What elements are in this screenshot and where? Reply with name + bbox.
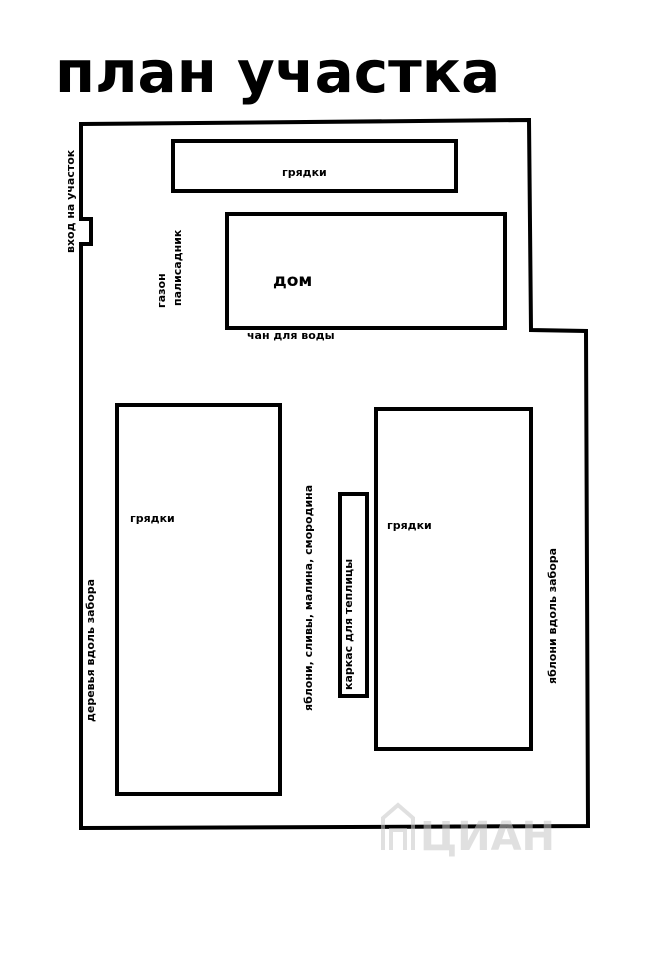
beds-right (376, 409, 531, 749)
front-garden-label: палисадник (171, 229, 184, 306)
beds-right-label: грядки (387, 519, 432, 532)
watermark (383, 805, 555, 860)
beds-left-label: грядки (130, 512, 175, 525)
lawn-label: газон (155, 273, 168, 308)
water-tank-label: чан для воды (247, 329, 335, 342)
plot-boundary (81, 120, 588, 828)
page-title: план участка (55, 38, 501, 106)
house-label: дом (273, 271, 313, 291)
beds-top-label: грядки (282, 166, 327, 179)
house (227, 214, 505, 328)
trees-along-fence-label: деревья вдоль забора (84, 578, 97, 722)
entrance-label: вход на участок (64, 149, 77, 253)
beds-left (117, 405, 280, 794)
fruit-trees-label: яблони, сливы, малина, смородина (302, 484, 315, 711)
apples-along-fence-label: яблони вдоль забора (546, 547, 559, 684)
watermark-text: ЦИАН (420, 814, 556, 860)
greenhouse-frame-label: каркас для теплицы (342, 558, 355, 690)
